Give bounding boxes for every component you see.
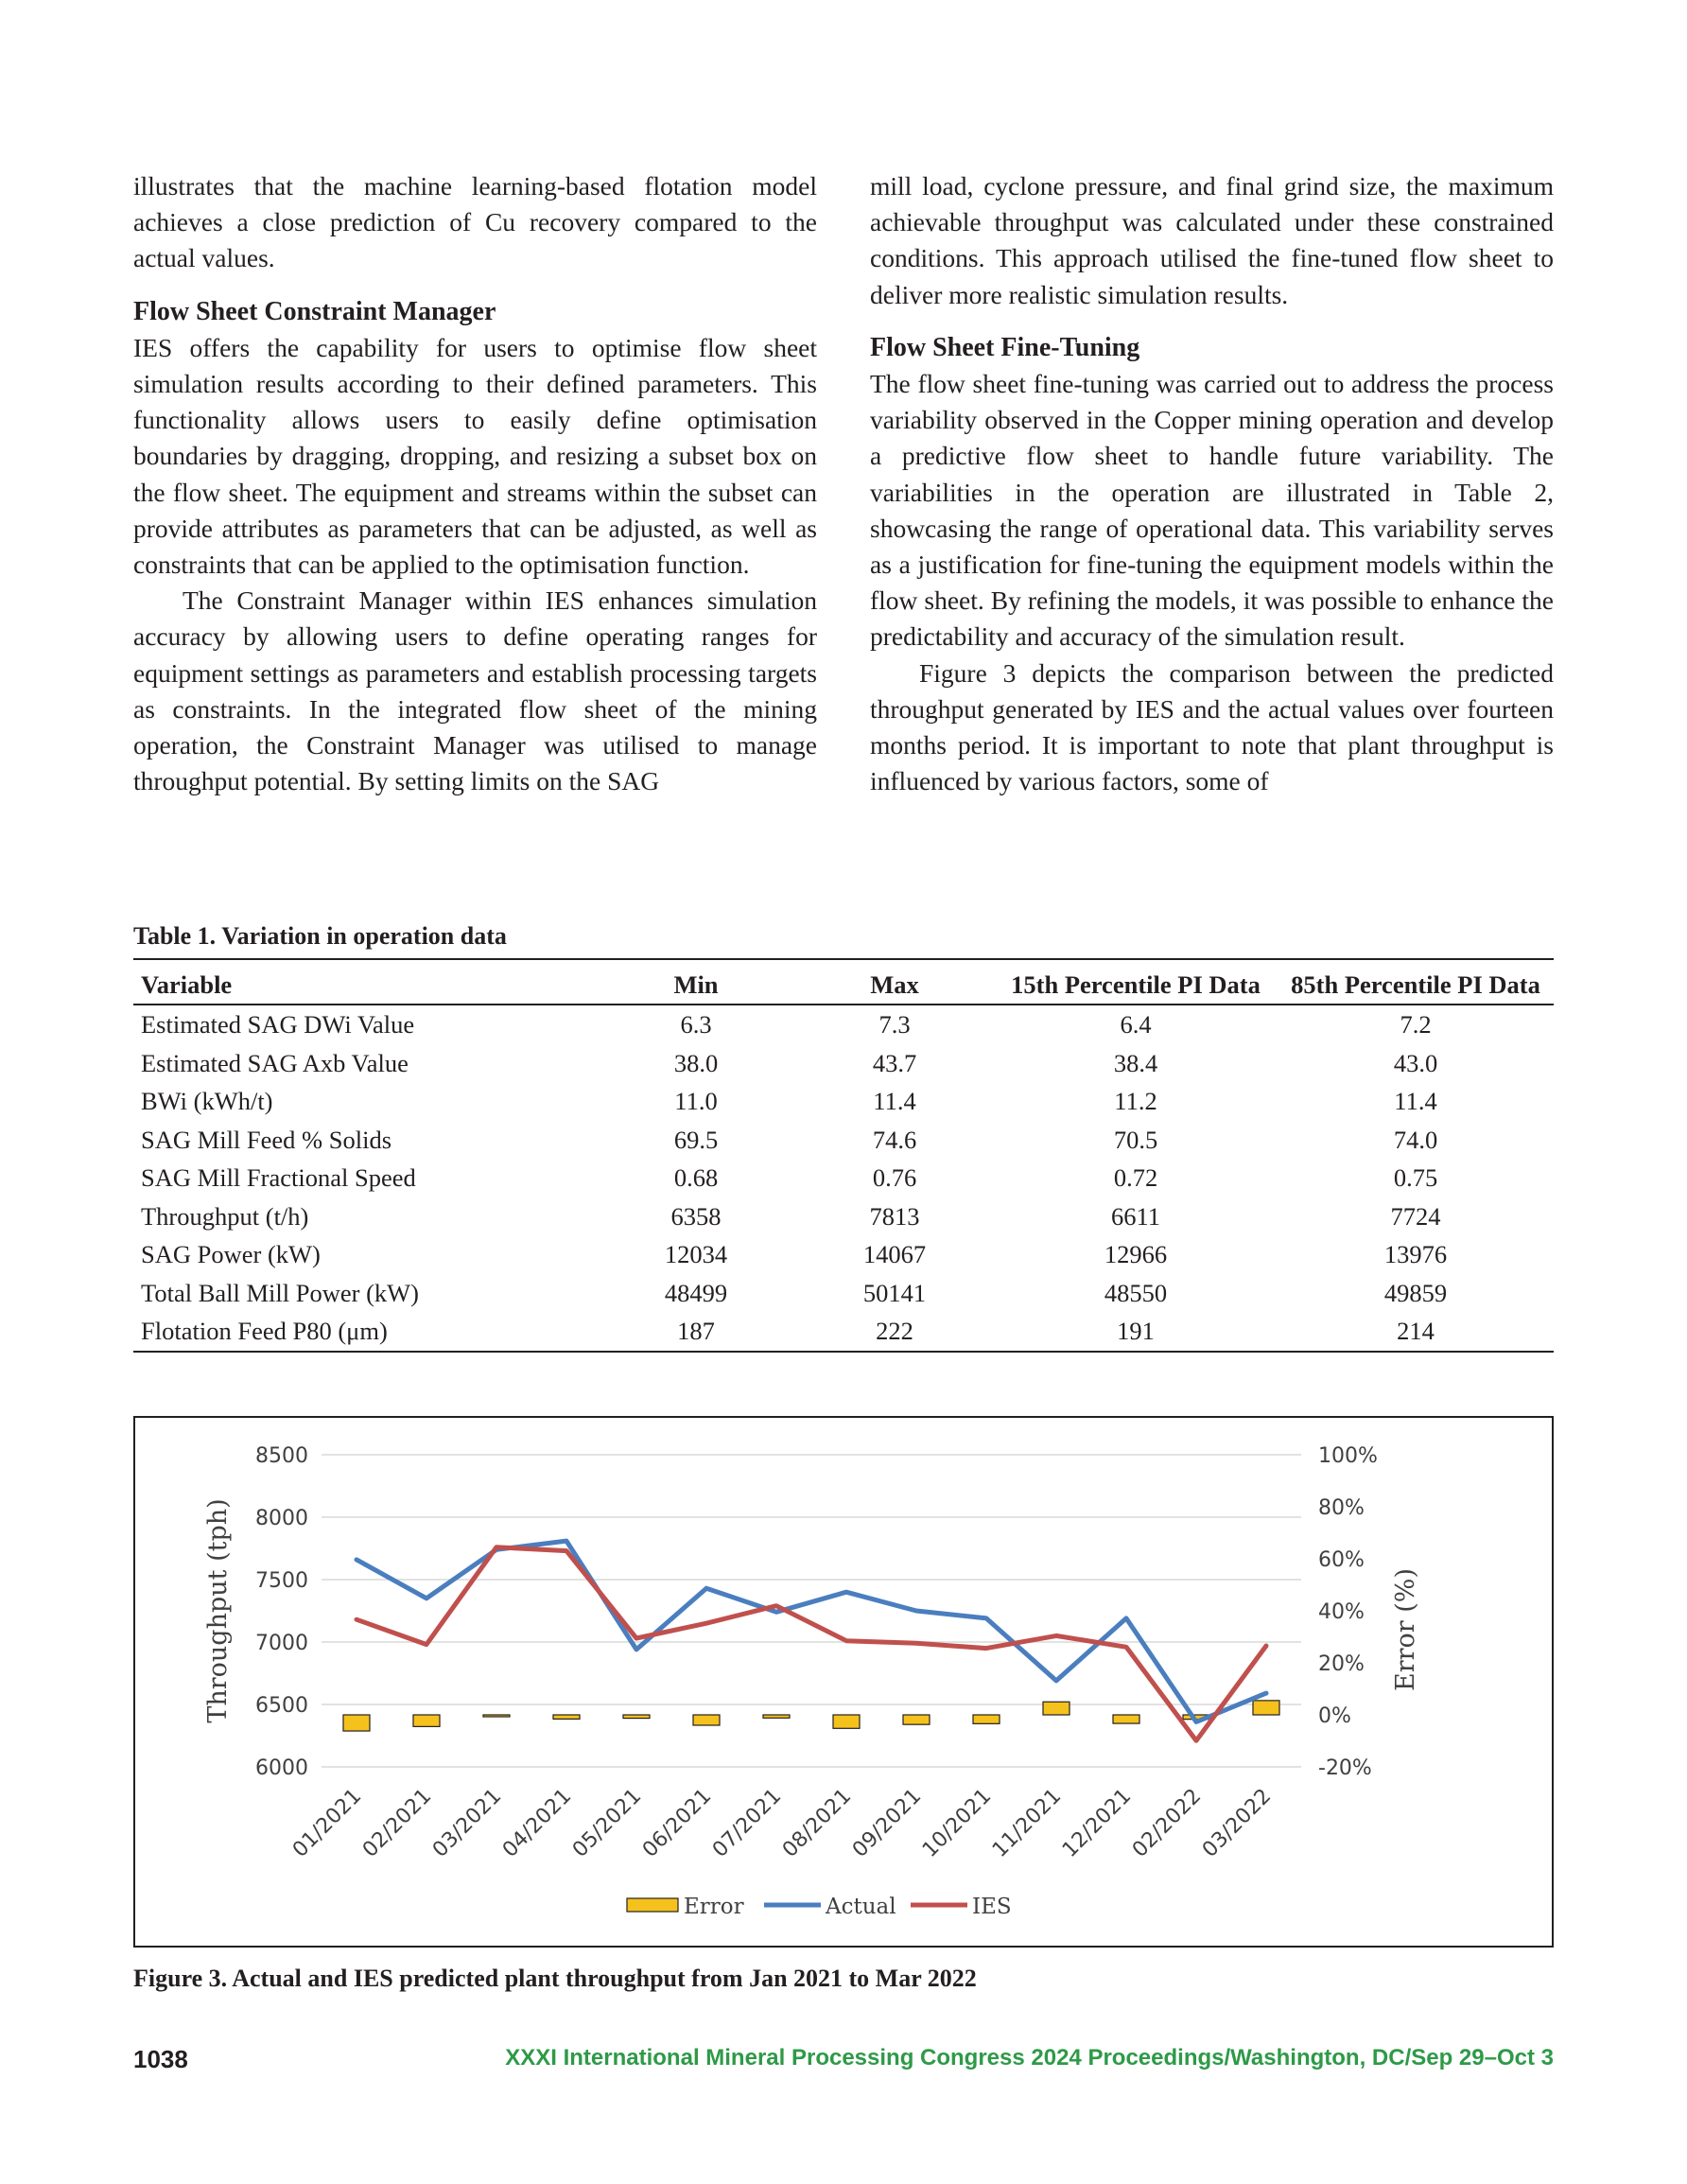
table-row xyxy=(133,1274,1554,1313)
paragraph: IES offers the capability for users to optimise flow sheet simulation results according to their defined parameters. This functionality allows users to easily define optimisation boundaries by dragging, dropping, and resizing a subset box on the flow sheet. The equipment and streams within the subset can provide attributes as parameters that can be adjusted, as well as constraints that can be applied to the optimisation function. xyxy=(133,332,817,580)
y2-tick-label: -20% xyxy=(1318,1756,1372,1780)
value-cell: 0.72 xyxy=(1113,1163,1158,1192)
value-cell: 49859 xyxy=(1383,1278,1448,1307)
error-bar xyxy=(903,1715,930,1724)
error-bar xyxy=(1253,1701,1279,1715)
section-heading-fine-tuning: Flow Sheet Fine-Tuning xyxy=(870,332,1140,362)
variable-cell: Estimated SAG DWi Value xyxy=(141,1010,415,1039)
y2-tick-label: 80% xyxy=(1318,1496,1365,1520)
value-cell: 74.0 xyxy=(1393,1125,1438,1154)
column-header: Variable xyxy=(141,970,233,999)
table-row xyxy=(133,1235,1554,1274)
y2-tick-label: 100% xyxy=(1318,1444,1378,1468)
error-bar xyxy=(1043,1702,1070,1715)
value-cell: 74.6 xyxy=(872,1125,917,1154)
legend-label: Error xyxy=(684,1895,744,1919)
value-cell: 50141 xyxy=(862,1278,927,1307)
error-bar xyxy=(623,1715,650,1719)
table-row xyxy=(133,1121,1554,1160)
error-bar xyxy=(763,1715,790,1718)
value-cell: 7.2 xyxy=(1400,1010,1432,1039)
page-number: 1038 xyxy=(133,2045,188,2073)
table-caption: Table 1. Variation in operation data xyxy=(133,922,507,950)
value-cell: 14067 xyxy=(862,1240,927,1268)
value-cell: 6.3 xyxy=(680,1010,712,1039)
value-cell: 11.4 xyxy=(873,1087,916,1115)
left-column xyxy=(133,168,817,799)
table-row xyxy=(133,1312,1554,1352)
x-tick-label: 06/2021 xyxy=(637,1784,717,1862)
error-bar xyxy=(973,1715,1000,1723)
value-cell: 7813 xyxy=(869,1201,920,1231)
value-cell: 11.2 xyxy=(1114,1087,1157,1115)
y-tick-label: 6500 xyxy=(255,1694,308,1718)
variable-cell: SAG Power (kW) xyxy=(141,1240,321,1268)
value-cell: 11.4 xyxy=(1394,1087,1437,1115)
table-row xyxy=(133,1197,1554,1236)
y-axis-title: Throughput (tph) xyxy=(203,1498,233,1723)
footer-title: XXXI International Mineral Processing Congress 2024 Proceedings/Washington, DC/Sep 29–Oct 3 xyxy=(505,2045,1554,2070)
value-cell: 0.75 xyxy=(1393,1163,1438,1192)
variable-cell: Throughput (t/h) xyxy=(141,1201,309,1231)
value-cell: 214 xyxy=(1397,1317,1435,1345)
error-bar xyxy=(413,1715,440,1726)
ies-line xyxy=(357,1547,1266,1741)
variable-cell: BWi (kWh/t) xyxy=(141,1087,273,1115)
column-header: Max xyxy=(870,970,919,999)
continuation-paragraph: mill load, cyclone pressure, and final grind size, the maximum achievable throughput was calculated under these constrained conditions. This approach utilised the fine-tuned flow sheet to deliver more realistic simulation results. xyxy=(870,171,1554,309)
section-heading-constraint-manager: Flow Sheet Constraint Manager xyxy=(133,296,496,326)
table-row xyxy=(133,1159,1554,1197)
x-tick-label: 11/2021 xyxy=(987,1784,1067,1862)
y2-axis-title: Error (%) xyxy=(1391,1568,1420,1691)
value-cell: 0.76 xyxy=(872,1163,917,1192)
y-tick-label: 8000 xyxy=(255,1507,308,1530)
y2-tick-label: 20% xyxy=(1318,1652,1365,1676)
paragraph: The flow sheet fine-tuning was carried out to address the process variability observed in the Copper mining operation and develop a predictive flow sheet to handle future variability. The variabilities in the operation are illustrated in Table 2, showcasing the range of operational data. This variability serves as a justification for fine-tuning the equipment models within the flow sheet. By refining the models, it was possible to enhance the predictability and accuracy of the simulation result. xyxy=(870,369,1554,652)
value-cell: 38.4 xyxy=(1113,1048,1158,1077)
x-tick-label: 12/2021 xyxy=(1057,1784,1137,1862)
variable-cell: SAG Mill Fractional Speed xyxy=(141,1163,416,1192)
error-bar xyxy=(833,1715,860,1728)
value-cell: 7.3 xyxy=(878,1010,911,1039)
table-header-row xyxy=(133,959,1554,1005)
x-tick-label: 09/2021 xyxy=(847,1784,927,1862)
column-header: Min xyxy=(673,970,719,999)
value-cell: 6611 xyxy=(1110,1201,1161,1231)
right-column xyxy=(870,168,1554,799)
error-bar xyxy=(1113,1715,1139,1723)
value-cell: 0.68 xyxy=(673,1163,719,1192)
value-cell: 222 xyxy=(876,1317,913,1345)
value-cell: 12966 xyxy=(1104,1240,1168,1268)
value-cell: 6.4 xyxy=(1120,1010,1152,1039)
value-cell: 6358 xyxy=(670,1201,722,1231)
value-cell: 11.0 xyxy=(674,1087,718,1115)
operation-data-table xyxy=(133,958,1554,1353)
y2-tick-label: 0% xyxy=(1318,1704,1351,1728)
table-row xyxy=(133,1082,1554,1121)
x-tick-label: 03/2022 xyxy=(1197,1784,1277,1862)
x-tick-label: 03/2021 xyxy=(427,1784,507,1862)
x-tick-label: 02/2021 xyxy=(357,1784,437,1862)
table-row xyxy=(133,1005,1554,1044)
x-tick-label: 10/2021 xyxy=(917,1784,997,1862)
column-header: 15th Percentile PI Data xyxy=(1011,970,1261,999)
intro-paragraph: illustrates that the machine learning-based flotation model achieves a close prediction of Cu recovery compared to the actual values. xyxy=(133,171,817,273)
column-header: 85th Percentile PI Data xyxy=(1291,970,1540,999)
y2-tick-label: 40% xyxy=(1318,1600,1365,1624)
variable-cell: Total Ball Mill Power (kW) xyxy=(141,1278,420,1307)
value-cell: 187 xyxy=(677,1317,715,1345)
value-cell: 13976 xyxy=(1383,1240,1448,1268)
y-tick-label: 8500 xyxy=(255,1444,308,1468)
table-row xyxy=(133,1044,1554,1083)
paragraph: Figure 3 depicts the comparison between the predicted throughput generated by IES and the actual values over fourteen months period. It is important to note that plant throughput is influenced by various factors, some of xyxy=(870,657,1554,796)
throughput-chart-svg xyxy=(135,1418,1552,1946)
actual-line xyxy=(357,1541,1266,1721)
figure-3-chart xyxy=(133,1416,1554,1948)
error-bar xyxy=(553,1715,580,1719)
variable-cell: SAG Mill Feed % Solids xyxy=(141,1125,392,1154)
error-bar xyxy=(693,1715,720,1725)
variable-cell: Estimated SAG Axb Value xyxy=(141,1048,409,1077)
x-tick-label: 01/2021 xyxy=(287,1784,367,1862)
value-cell: 7724 xyxy=(1390,1201,1441,1231)
paragraph: The Constraint Manager within IES enhances simulation accuracy by allowing users to define operating ranges for equipment settings as parameters and establish processing targets as constraints. In the integrated flow sheet of the mining operation, the Constraint Manager was utilised to manage throughput potential. By setting limits on the SAG xyxy=(133,585,817,796)
error-bar xyxy=(343,1715,370,1731)
value-cell: 191 xyxy=(1117,1317,1155,1345)
y-tick-label: 7500 xyxy=(255,1569,308,1593)
x-tick-label: 02/2022 xyxy=(1127,1784,1207,1862)
value-cell: 48550 xyxy=(1104,1278,1168,1307)
x-tick-label: 05/2021 xyxy=(567,1784,647,1862)
value-cell: 69.5 xyxy=(673,1125,719,1154)
y-tick-label: 6000 xyxy=(255,1756,308,1780)
value-cell: 12034 xyxy=(664,1240,728,1268)
x-tick-label: 08/2021 xyxy=(777,1784,857,1862)
legend-label: Actual xyxy=(826,1895,896,1919)
legend-swatch-error xyxy=(627,1898,678,1912)
legend-label: IES xyxy=(972,1895,1012,1919)
value-cell: 43.7 xyxy=(872,1048,917,1077)
figure-caption: Figure 3. Actual and IES predicted plant throughput from Jan 2021 to Mar 2022 xyxy=(133,1965,977,1992)
value-cell: 43.0 xyxy=(1393,1048,1438,1077)
y2-tick-label: 60% xyxy=(1318,1548,1365,1572)
error-bar xyxy=(483,1715,510,1717)
x-tick-label: 04/2021 xyxy=(497,1784,577,1862)
value-cell: 38.0 xyxy=(673,1048,719,1077)
y-tick-label: 7000 xyxy=(255,1632,308,1655)
variable-cell: Flotation Feed P80 (μm) xyxy=(141,1317,388,1345)
x-tick-label: 07/2021 xyxy=(707,1784,787,1862)
value-cell: 48499 xyxy=(664,1278,728,1307)
value-cell: 70.5 xyxy=(1113,1125,1158,1154)
